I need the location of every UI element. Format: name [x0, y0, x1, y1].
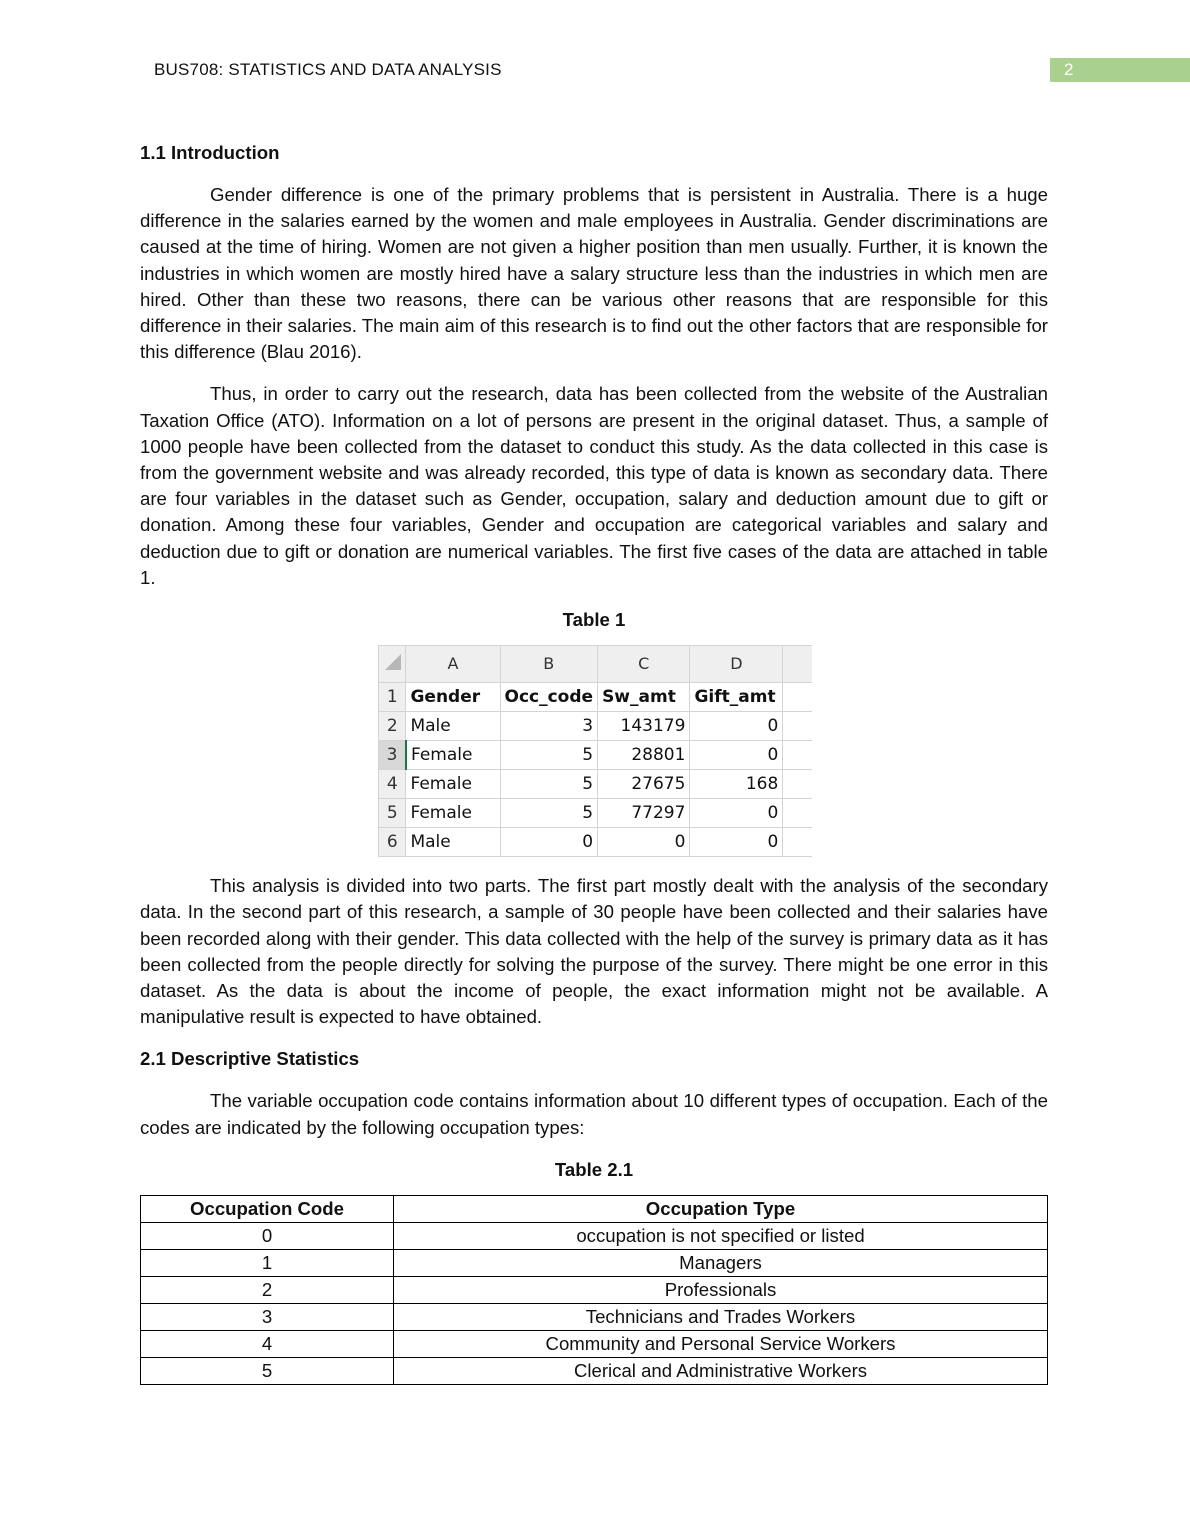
section-heading-descriptive-statistics: 2.1 Descriptive Statistics	[140, 1048, 360, 1070]
cell: 77297	[598, 799, 690, 828]
column-letter: D	[690, 646, 783, 683]
column-header-row	[379, 646, 813, 683]
cell-header: Occ_code	[500, 683, 598, 712]
table-row	[141, 1357, 1048, 1384]
occupation-code: 3	[141, 1303, 394, 1330]
document-body	[140, 140, 1048, 1385]
cell: Female	[406, 741, 500, 770]
cell: 5	[500, 799, 598, 828]
cell-header: Gender	[406, 683, 500, 712]
occupation-type: occupation is not specified or listed	[394, 1222, 1048, 1249]
cell: 0	[690, 828, 783, 857]
table-caption: Table 1	[562, 609, 626, 631]
occupation-type: Clerical and Administrative Workers	[394, 1357, 1048, 1384]
section-heading-introduction: 1.1 Introduction	[140, 142, 280, 163]
occupation-type: Community and Personal Service Workers	[394, 1330, 1048, 1357]
spreadsheet-image	[378, 645, 812, 857]
row-number: 4	[379, 770, 406, 799]
occupation-type: Professionals	[394, 1276, 1048, 1303]
column-letter: B	[500, 646, 598, 683]
table-row	[379, 712, 813, 741]
page-number: 2	[1050, 58, 1190, 82]
column-header: Occupation Type	[394, 1195, 1048, 1222]
table-caption: Table 2.1	[554, 1158, 634, 1180]
column-letter: A	[406, 646, 500, 683]
cell: Male	[406, 712, 500, 741]
table-row	[379, 799, 813, 828]
cell-header: Gift_amt	[690, 683, 783, 712]
cell: 0	[690, 712, 783, 741]
column-letter: C	[598, 646, 690, 683]
cell: 5	[500, 770, 598, 799]
cell: 143179	[598, 712, 690, 741]
occupation-code: 0	[141, 1222, 394, 1249]
cell: Male	[406, 828, 500, 857]
table-row	[141, 1249, 1048, 1276]
table-header-row	[141, 1195, 1048, 1222]
occupation-code: 2	[141, 1276, 394, 1303]
occupation-code: 4	[141, 1330, 394, 1357]
cell-header: Sw_amt	[598, 683, 690, 712]
table-row	[141, 1303, 1048, 1330]
table-row	[379, 828, 813, 857]
occupation-code: 1	[141, 1249, 394, 1276]
cell: 0	[690, 741, 783, 770]
paragraph: This analysis is divided into two parts. The first part mostly dealt with the analysis of the secondary data. In the second part of this research, a sample of 30 people have been collected and their salaries have been recorded along with their gender. This data collected with the help of the survey is primary data as it has been collected from the people directly for solving the purpose of the survey. There might be one error in this dataset. As the data is about the income of people, the exact information might not be available. A manipulative result is expected to have obtained.	[140, 875, 1048, 1028]
spreadsheet-table	[378, 645, 812, 857]
cell: 0	[500, 828, 598, 857]
table-row	[141, 1222, 1048, 1249]
paragraph: Gender difference is one of the primary problems that is persistent in Australia. There is a huge difference in the salaries earned by the women and male employees in Australia. Gender discriminations are caused at the time of hiring. Women are not given a higher position than men usually. Further, it is known the industries in which women are mostly hired have a salary structure less than the industries in which men are hired. Other than these two reasons, there can be various other reasons that are responsible for this difference in their salaries. The main aim of this research is to find out the other factors that are responsible for this difference (Blau 2016).	[140, 184, 1048, 363]
row-number: 1	[379, 683, 406, 712]
column-header: Occupation Code	[141, 1195, 394, 1222]
row-number: 6	[379, 828, 406, 857]
row-number-selected: 3	[379, 741, 406, 770]
table-row	[379, 770, 813, 799]
cell: Female	[406, 770, 500, 799]
table-row	[141, 1276, 1048, 1303]
corner-triangle-icon	[379, 646, 406, 683]
row-number: 5	[379, 799, 406, 828]
paragraph: Thus, in order to carry out the research, data has been collected from the website of the Australian Taxation Office (ATO). Information on a lot of persons are present in the original dataset. Thus, a sample of 1000 people have been collected from the dataset to conduct this study. As the data collected in this case is from the government website and was already recorded, this type of data is known as secondary data. There are four variables in the dataset such as Gender, occupation, salary and deduction amount due to gift or donation. Among these four variables, Gender and occupation are categorical variables and salary and deduction due to gift or donation are numerical variables. The first five cases of the data are attached in table 1.	[140, 383, 1048, 588]
occupation-code: 5	[141, 1357, 394, 1384]
cell: Female	[406, 799, 500, 828]
occupation-table	[140, 1195, 1048, 1385]
cell: 0	[690, 799, 783, 828]
table-row	[141, 1330, 1048, 1357]
running-header: BUS708: STATISTICS AND DATA ANALYSIS	[154, 60, 502, 79]
table-row	[379, 741, 813, 770]
cell: 3	[500, 712, 598, 741]
cell: 27675	[598, 770, 690, 799]
cell: 168	[690, 770, 783, 799]
cell: 0	[598, 828, 690, 857]
cell: 28801	[598, 741, 690, 770]
occupation-type: Technicians and Trades Workers	[394, 1303, 1048, 1330]
cell: 5	[500, 741, 598, 770]
occupation-type: Managers	[394, 1249, 1048, 1276]
row-number: 2	[379, 712, 406, 741]
table-row	[379, 683, 813, 712]
paragraph: The variable occupation code contains information about 10 different types of occupation. Each of the codes are indicated by the following occupation types:	[140, 1090, 1048, 1138]
